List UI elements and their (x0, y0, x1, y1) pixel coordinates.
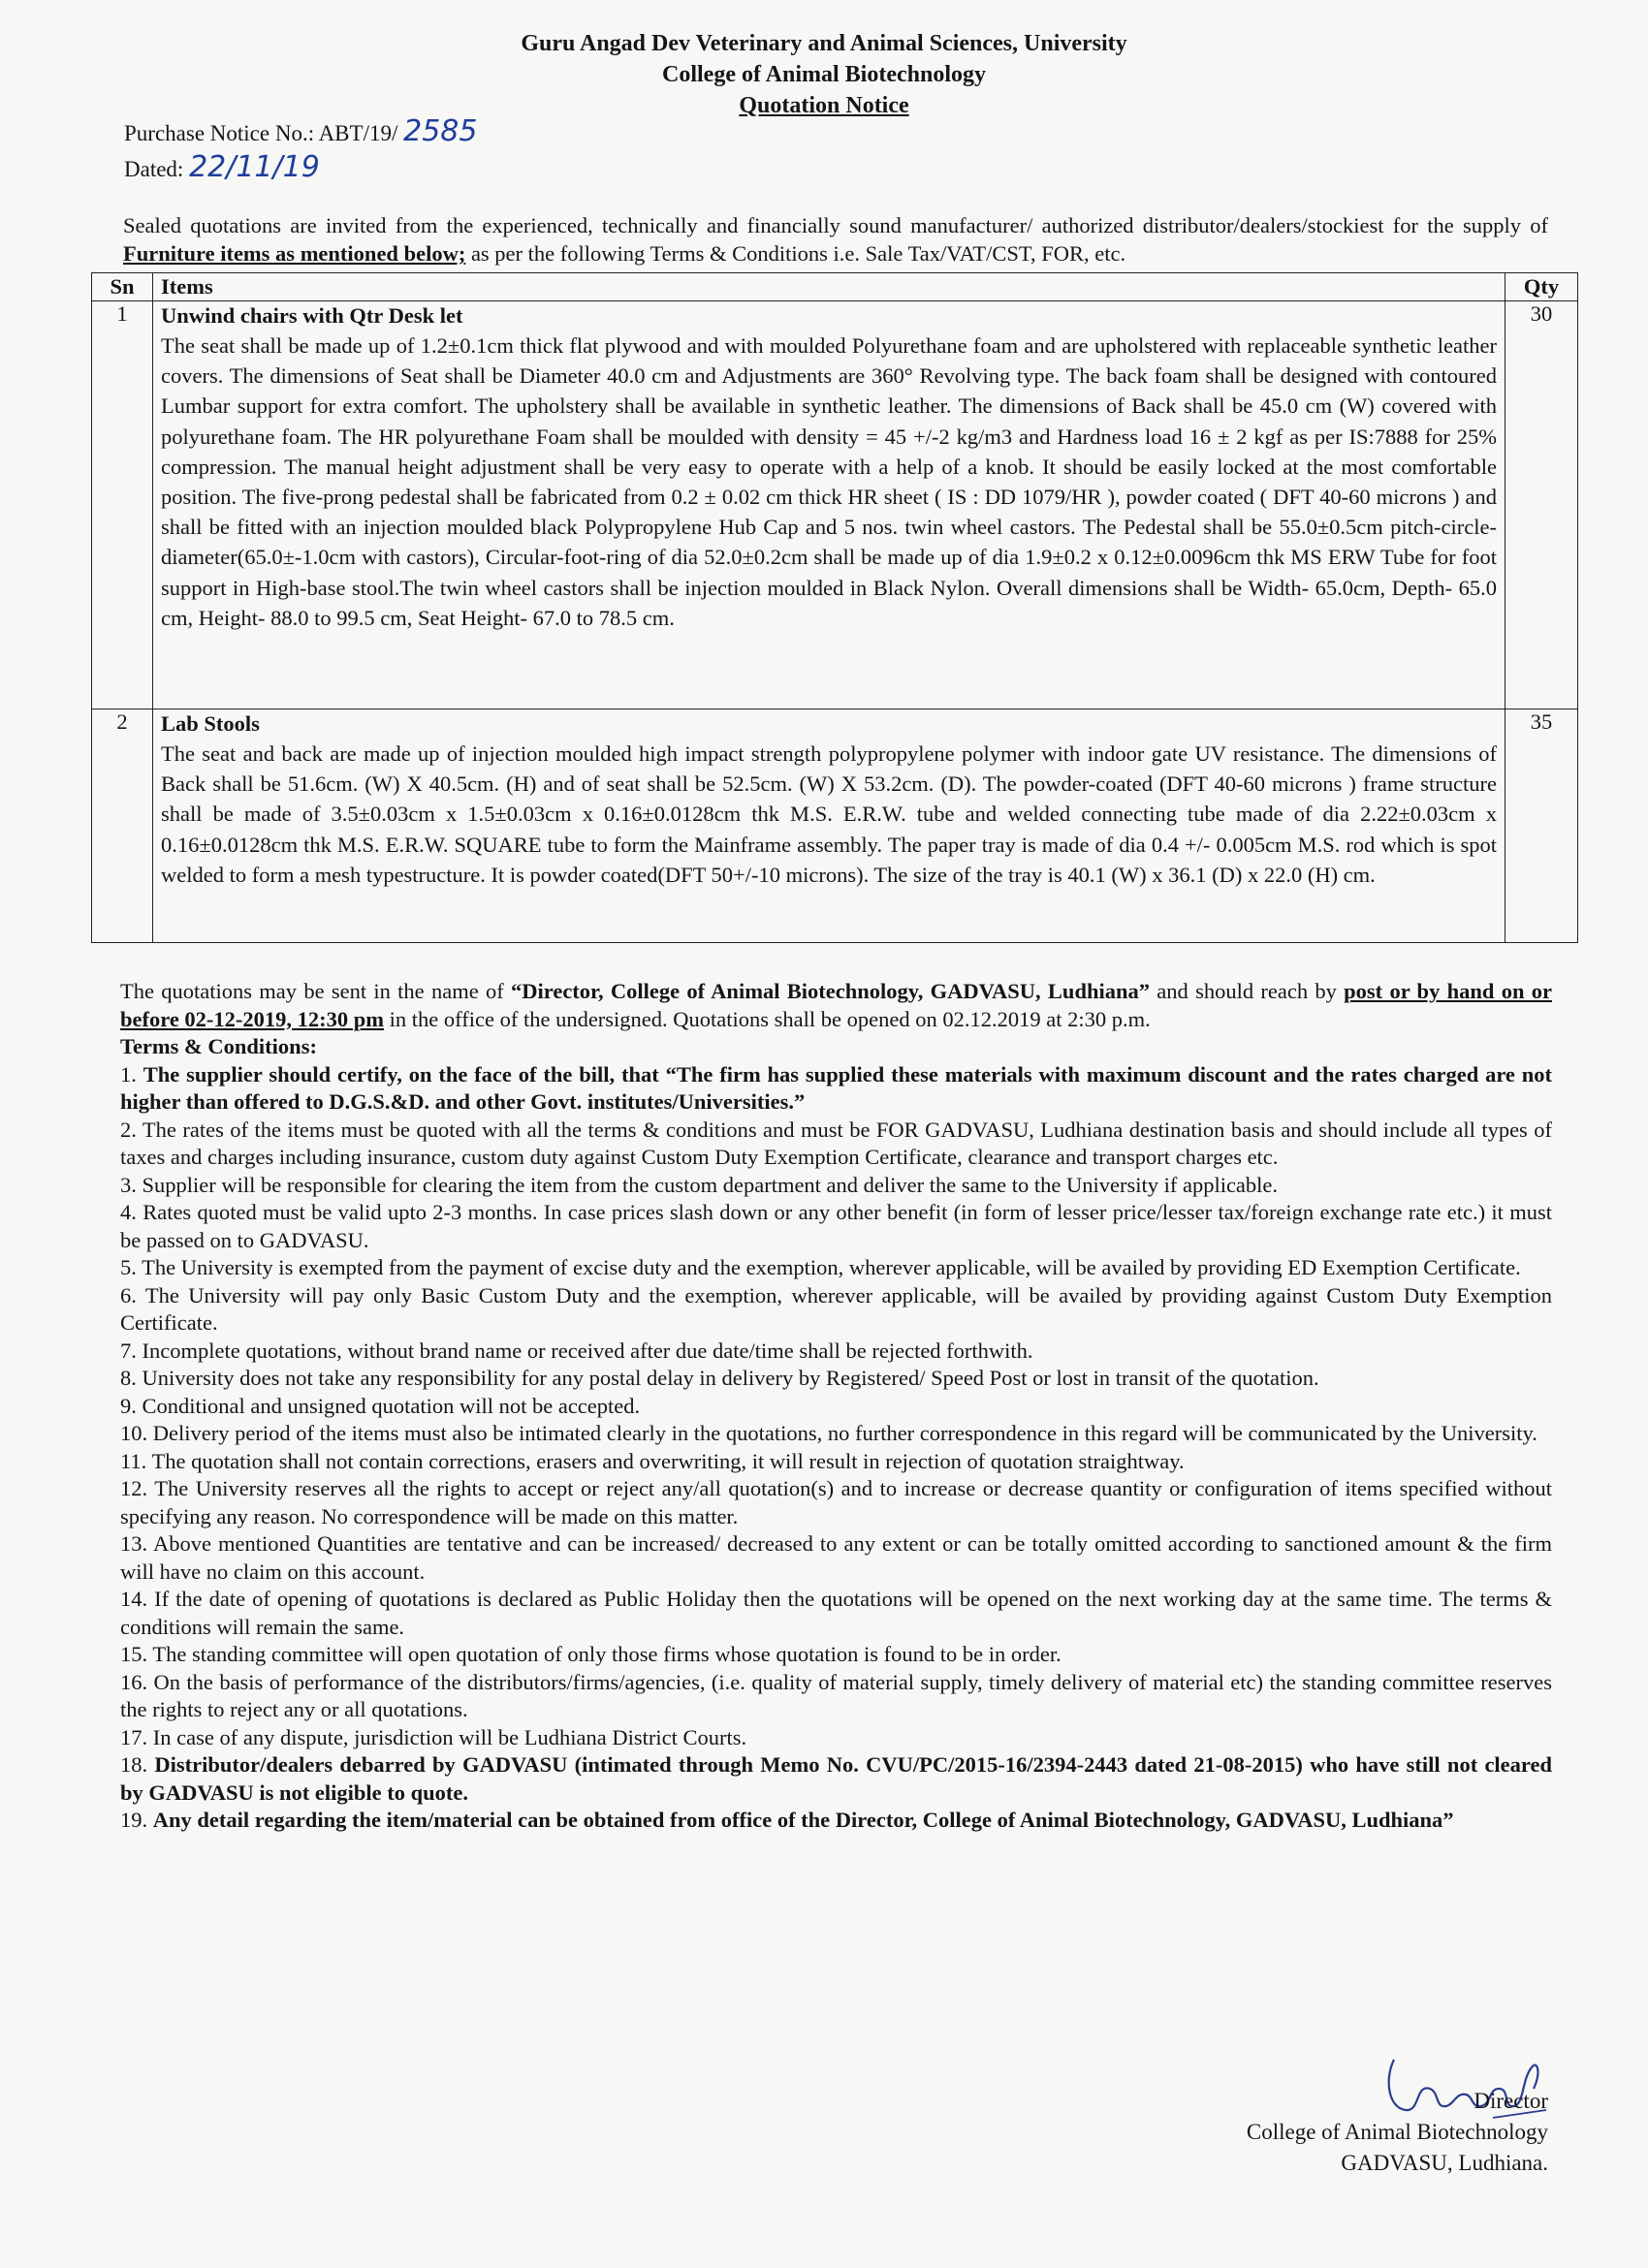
row-item (153, 301, 1505, 709)
term-number: 12. (120, 1476, 148, 1500)
term-text: Distributor/dealers debarred by GADVASU (intimated through Memo No. CVU/PC/2015-16/2394-2443 dated 21-08-2015) who have still not cleared by GADVASU is not eligible to quote. (120, 1752, 1552, 1805)
term-text: Above mentioned Quantities are tentative and can be increased/ decreased to any extent or can be totally omitted according to sanctioned amount & the firm will have no claim on this account. (120, 1531, 1552, 1584)
item-title: Unwind chairs with Qtr Desk let (161, 303, 463, 328)
submission-addressee: “Director, College of Animal Biotechnology, GADVASU, Ludhiana” (511, 979, 1150, 1003)
term-text: Conditional and unsigned quotation will not be accepted. (142, 1393, 641, 1418)
header-sn: Sn (92, 273, 153, 301)
row-qty: 30 (1505, 301, 1578, 709)
term-number: 11. (120, 1448, 147, 1473)
submission-text-3: in the office of the undersigned. Quotations shall be opened on 02.12.2019 at 2:30 p.m. (384, 1006, 1151, 1031)
row-sn: 1 (92, 301, 153, 709)
signatory-place: GADVASU, Ludhiana. (1341, 2151, 1548, 2175)
term-number: 13. (120, 1531, 148, 1556)
dated-line (124, 150, 320, 184)
terms-heading: Terms & Conditions: (120, 1034, 317, 1058)
term-text: Supplier will be responsible for clearing the item from the custom department and deliver the same to the University if applicable. (142, 1172, 1279, 1197)
term-number: 7. (120, 1338, 137, 1363)
table-row (92, 709, 1578, 943)
term-item (120, 1530, 1552, 1586)
term-text: Delivery period of the items must also be intimated clearly in the quotations, no further correspondence in this regard will be communicated by the University. (152, 1421, 1537, 1445)
term-number: 5. (120, 1255, 137, 1279)
row-item (153, 709, 1505, 943)
signatory-college: College of Animal Biotechnology (1246, 2120, 1548, 2144)
term-text: Rates quoted must be valid upto 2-3 months. In case prices slash down or any other benefit (in form of lesser price/lesser tax/foreign exchange rate etc.) it must be passed on to GADVASU. (120, 1200, 1553, 1252)
intro-text-1: Sealed quotations are invited from the experienced, technically and financially sound manufacturer/ authorized distributor/dealers/stockiest for the supply of (123, 213, 1548, 237)
submission-paragraph (120, 978, 1552, 1033)
term-text: University does not take any responsibility for any postal delay in delivery by Registered/ Speed Post or lost in transit of the quotation. (142, 1366, 1319, 1390)
intro-bold: Furniture items as mentioned below; (123, 241, 466, 266)
term-number: 18. (120, 1752, 148, 1777)
term-item (120, 1199, 1552, 1254)
term-item (120, 1669, 1552, 1724)
term-text: If the date of opening of quotations is declared as Public Holiday then the quotations will be opened on the next working day at the same time. The terms & conditions will remain the same. (120, 1587, 1553, 1639)
row-sn: 2 (92, 709, 153, 943)
term-text: The rates of the items must be quoted with all the terms & conditions and must be FOR GADVASU, Ludhiana destination basis and should include all types of taxes and charges including insurance, custom duty against Custom Duty Exemption Certificate, clearance and transport charges etc. (120, 1117, 1552, 1169)
term-number: 9. (120, 1393, 137, 1418)
notice-title: Quotation Notice (739, 93, 909, 118)
term-text: On the basis of performance of the distributors/firms/agencies, (i.e. quality of material supply, timely delivery of material etc) the standing committee reserves the rights to reject any or all quotations. (120, 1669, 1553, 1721)
term-text: Any detail regarding the item/material can be obtained from office of the Director, College of Animal Biotechnology, GADVASU, Ludhiana” (152, 1808, 1454, 1832)
item-title: Lab Stools (161, 711, 260, 736)
term-item (120, 1586, 1552, 1641)
purchase-notice-number: 2585 (403, 114, 478, 148)
header-qty: Qty (1505, 273, 1578, 301)
term-text: The supplier should certify, on the face of the bill, that “The firm has supplied these materials with maximum discount and the rates charged are not higher than offered to D.G.S.&D. and other Govt. institutes/Universities.” (120, 1061, 1553, 1114)
term-item (120, 1448, 1552, 1476)
intro-text-2: as per the following Terms & Conditions i.e. Sale Tax/VAT/CST, FOR, etc. (465, 241, 1126, 266)
term-number: 14. (120, 1587, 148, 1611)
term-text: The University will pay only Basic Custom Duty and the exemption, wherever applicable, will be availed by providing against Custom Duty Exemption Certificate. (120, 1282, 1552, 1335)
term-text: The University is exempted from the payment of excise duty and the exemption, wherever applicable, will be availed by providing ED Exemption Certificate. (142, 1255, 1521, 1279)
term-number: 10. (120, 1421, 148, 1445)
term-text: The University reserves all the rights to accept or reject any/all quotation(s) and to increase or decrease quantity or configuration of items specified without specifying any reason. No correspondence will be made on this matter. (120, 1476, 1553, 1528)
term-item (120, 1751, 1552, 1807)
term-number: 6. (120, 1282, 137, 1307)
term-item (120, 1282, 1552, 1338)
term-number: 2. (120, 1117, 137, 1142)
term-item (120, 1338, 1552, 1366)
purchase-notice-label: Purchase Notice No.: ABT/19/ (124, 121, 398, 145)
notice-body (120, 978, 1552, 1835)
term-item (120, 1117, 1552, 1172)
intro-paragraph (123, 211, 1548, 268)
dated-label: Dated: (124, 157, 184, 181)
term-item (120, 1807, 1552, 1835)
term-item (120, 1724, 1552, 1752)
term-number: 15. (120, 1642, 148, 1666)
term-item (120, 1172, 1552, 1200)
submission-text-1: The quotations may be sent in the name of (120, 979, 511, 1003)
term-number: 4. (120, 1200, 137, 1224)
term-number: 8. (120, 1366, 137, 1390)
submission-deadline: post or by hand on or before 02-12-2019, 12:30 pm (120, 979, 1552, 1031)
term-text: Incomplete quotations, without brand name or received after due date/time shall be rejected forthwith. (142, 1338, 1033, 1363)
row-qty: 35 (1505, 709, 1578, 943)
term-text: In case of any dispute, jurisdiction will be Ludhiana District Courts. (152, 1724, 747, 1749)
table-row (92, 301, 1578, 709)
term-number: 3. (120, 1172, 137, 1197)
term-item (120, 1641, 1552, 1669)
college-name: College of Animal Biotechnology (662, 62, 986, 87)
dated-value: 22/11/19 (189, 150, 320, 184)
table-header-row (92, 273, 1578, 301)
term-text: The standing committee will open quotation of only those firms whose quotation is found to be in order. (152, 1642, 1062, 1666)
term-item (120, 1365, 1552, 1393)
term-item (120, 1393, 1552, 1421)
purchase-notice-line (124, 114, 477, 148)
header-items: Items (153, 273, 1505, 301)
university-name: Guru Angad Dev Veterinary and Animal Sciences, University (521, 31, 1127, 56)
signature-block (1247, 2086, 1548, 2179)
item-description: The seat and back are made up of injection moulded high impact strength polypropylene polymer with indoor gate UV resistance. The dimensions of Back shall be 51.6cm. (W) X 40.5cm. (H) and of seat shall be 52.5cm. (W) X 53.2cm. (D). The powder-coated (DFT 40-60 microns ) frame structure shall be made of 3.5±0.03cm x 1.5±0.03cm x 0.16±0.0128cm thk M.S. E.R.W. tube and welded connecting tube made of dia 2.22±0.03cm x 0.16±0.0128cm thk M.S. E.R.W. SQUARE tube to form the Mainframe assembly. The paper tray is made of dia 0.4 +/- 0.005cm M.S. rod which is spot welded to form a mesh typestructure. It is powder coated(DFT 50+/-10 microns). The size of the tray is 40.1 (W) x 36.1 (D) x 22.0 (H) cm. (161, 741, 1497, 887)
items-table (91, 272, 1578, 943)
term-number: 1. (120, 1061, 137, 1087)
item-description: The seat shall be made up of 1.2±0.1cm thick flat plywood and with moulded Polyurethane foam and are upholstered with replaceable synthetic leather covers. The dimensions of Seat shall be Diameter 40.0 cm and Adjustments are 360° Revolving type. The back foam shall be designed with contoured Lumbar support for extra comfort. The upholstery shall be available in synthetic leather. The dimensions of Back shall be 45.0 cm (W) covered with polyurethane foam. The HR polyurethane Foam shall be moulded with density = 45 +/-2 kg/m3 and Hardness load 16 ± 2 kgf as per IS:7888 for 25% compression. The manual height adjustment shall be very easy to operate with a help of a knob. It should be easily locked at the most comfortable position. The five-prong pedestal shall be fabricated from 0.2 ± 0.02 cm thick HR sheet ( IS : DD 1079/HR ), powder coated ( DFT 40-60 microns ) and shall be fitted with an injection moulded black Polypropylene Hub Cap and 5 nos. twin wheel castors. The Pedestal shall be 55.0±0.5cm pitch-circle-diameter(65.0±-1.0cm with castors), Circular-foot-ring of dia 52.0±0.2cm shall be made up of dia 1.9±0.2 x 0.12±0.0096cm thk MS ERW Tube for foot support in High-base stool.The twin wheel castors shall be injection moulded in Black Nylon. Overall dimensions shall be Width- 65.0cm, Depth- 65.0 cm, Height- 88.0 to 99.5 cm, Seat Height- 67.0 to 78.5 cm. (161, 333, 1497, 630)
term-item (120, 1420, 1552, 1448)
term-item (120, 1254, 1552, 1282)
term-text: The quotation shall not contain corrections, erasers and overwriting, it will result in rejection of quotation straightway. (151, 1448, 1185, 1473)
term-number: 16. (120, 1669, 148, 1694)
term-number: 17. (120, 1724, 148, 1749)
terms-list (120, 1061, 1552, 1835)
term-number: 19. (120, 1808, 148, 1832)
submission-text-2: and should reach by (1150, 979, 1345, 1003)
term-item (120, 1061, 1552, 1117)
signatory-title: Director (1474, 2089, 1548, 2113)
term-item (120, 1475, 1552, 1530)
